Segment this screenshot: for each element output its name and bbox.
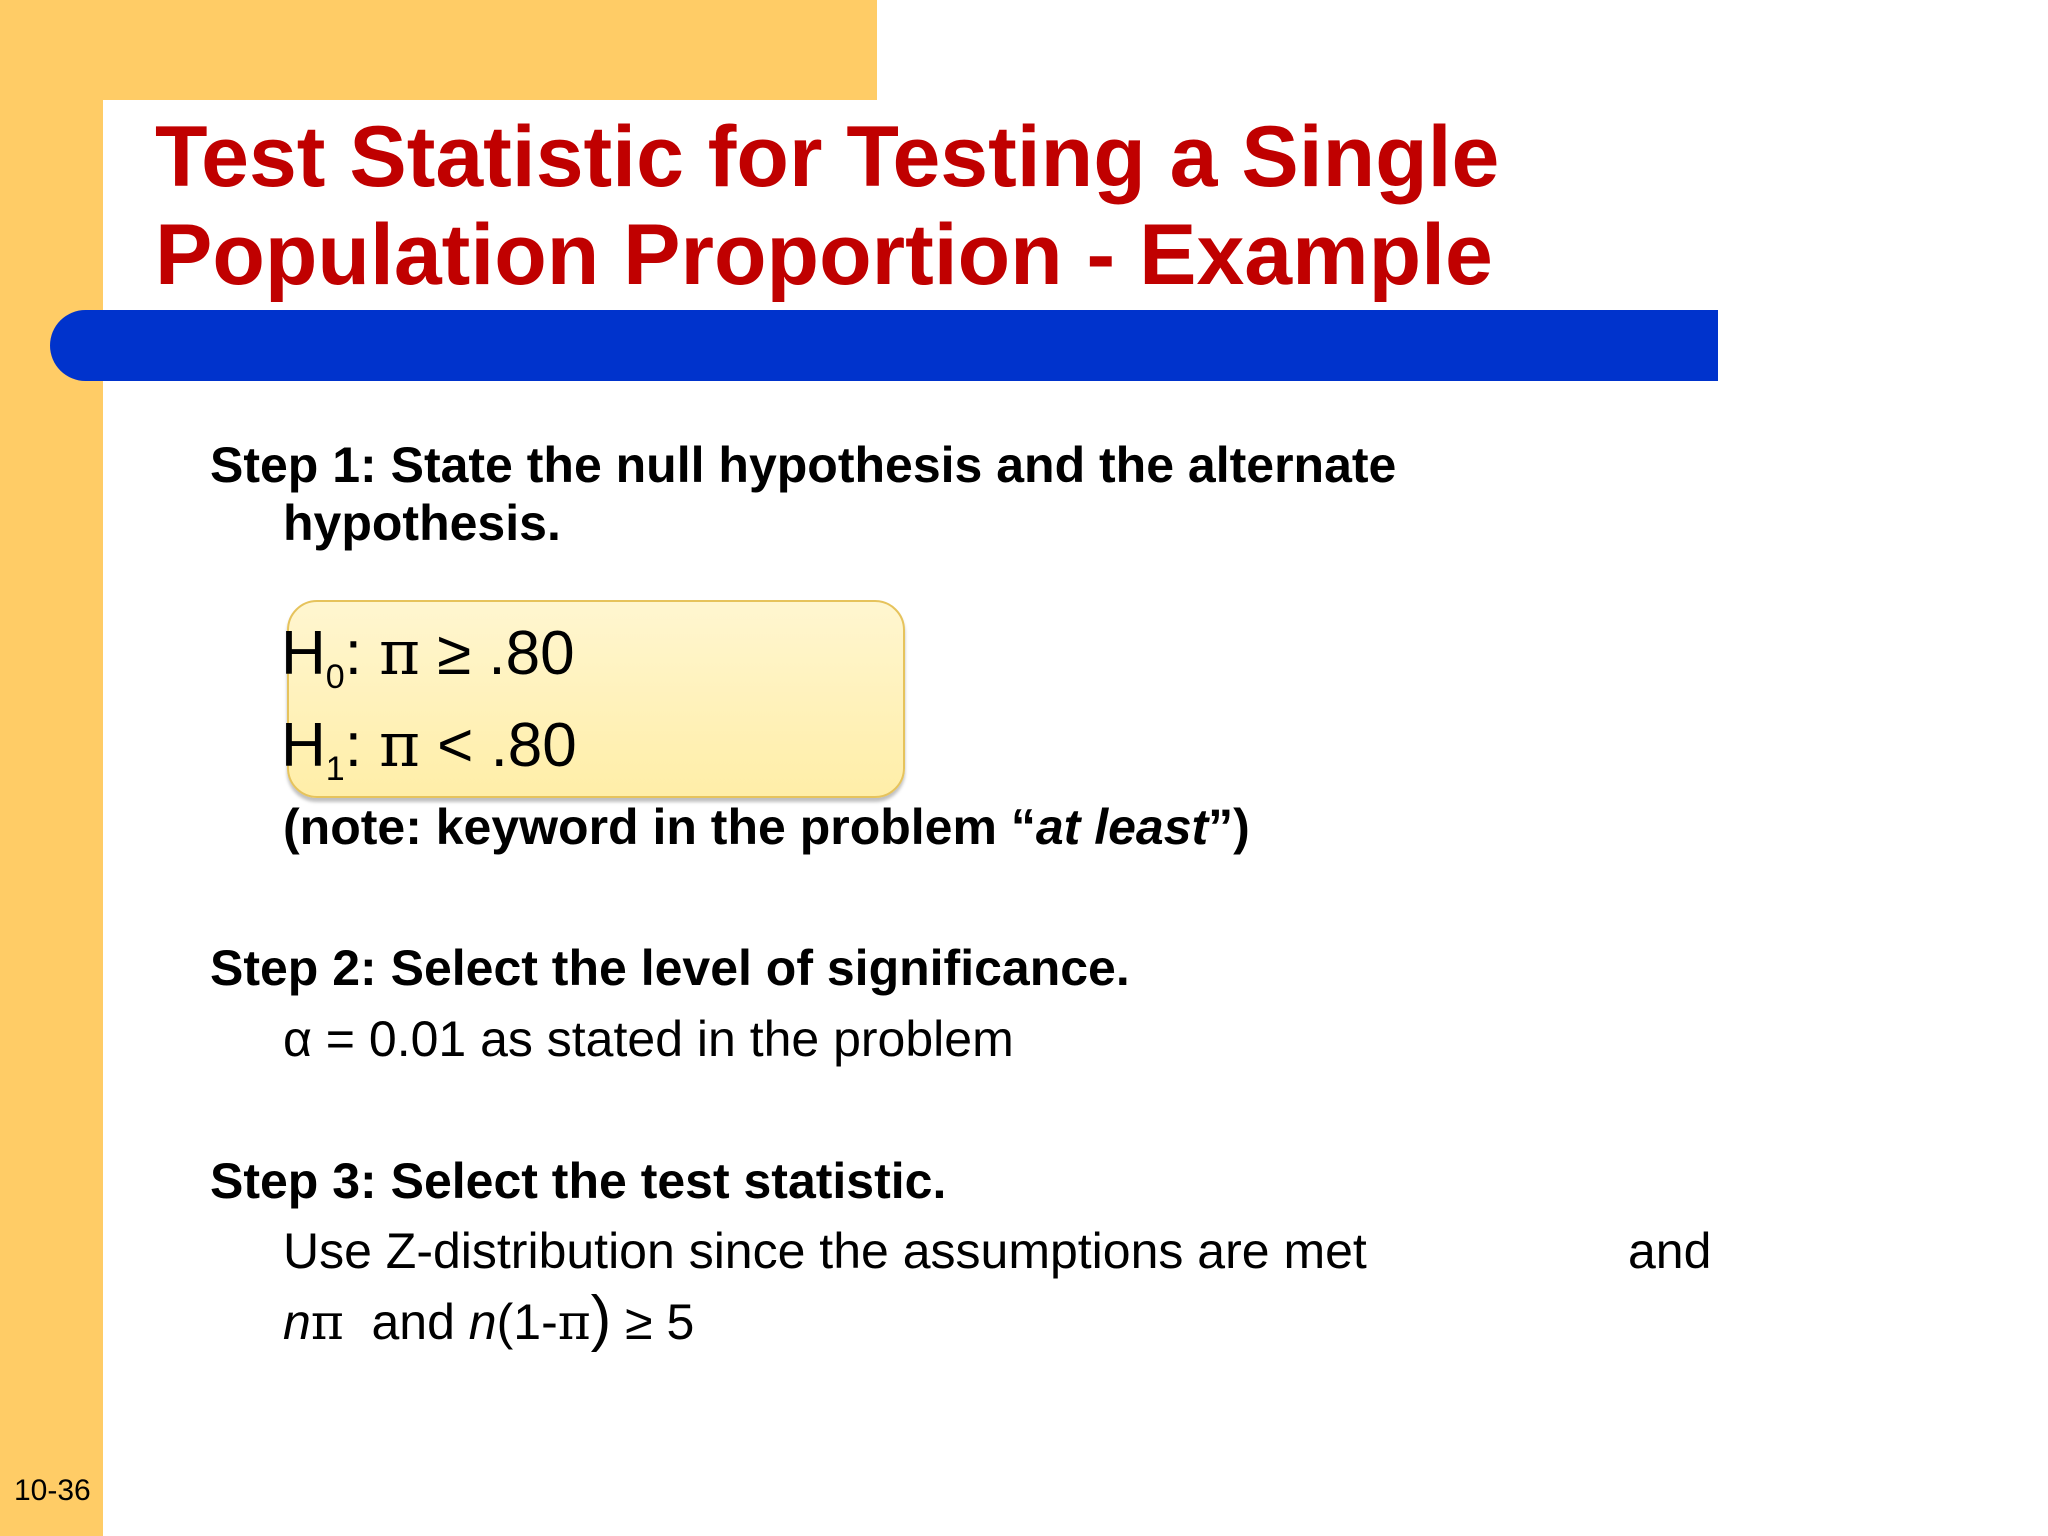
h1-letter: H	[281, 711, 326, 780]
step3-detail-and: and	[1628, 1223, 1712, 1279]
h0-colon: :	[344, 619, 380, 688]
h0-relation: ≥ .80	[419, 619, 575, 688]
h0-letter: H	[281, 619, 326, 688]
cond-tail: ≥ 5	[611, 1294, 695, 1350]
cond-and: and	[343, 1294, 469, 1350]
cond-n2: n	[468, 1294, 497, 1350]
title-underline-bar	[50, 310, 1718, 381]
step2-heading: Step 2: Select the level of significance.	[210, 940, 1130, 996]
null-hypothesis	[281, 616, 575, 696]
cond-n1: n	[283, 1294, 311, 1350]
h1-subscript: 1	[325, 750, 345, 788]
h1-relation: < .80	[419, 711, 577, 780]
h1-pi-symbol: π	[379, 708, 420, 781]
h0-subscript: 0	[325, 658, 345, 696]
keyword-note	[283, 797, 1250, 857]
left-accent-band	[0, 0, 103, 1536]
h0-pi-symbol: π	[379, 616, 420, 689]
step3-heading: Step 3: Select the test statistic.	[210, 1153, 947, 1209]
slide-title-line1: Test Statistic for Testing a Single	[155, 109, 1500, 205]
top-accent-band	[0, 0, 877, 100]
h1-colon: :	[344, 711, 380, 780]
slide-title-line2: Population Proportion - Example	[155, 207, 1493, 303]
note-suffix: ”)	[1208, 799, 1250, 855]
slide-title	[155, 108, 1755, 304]
step2-detail: α = 0.01 as stated in the problem	[283, 1011, 1014, 1067]
cond-close: )	[590, 1284, 612, 1353]
step3-detail-line1: Use Z-distribution since the assumptions are met	[283, 1223, 1367, 1279]
cond-open: (1-	[496, 1294, 558, 1350]
step3-condition	[283, 1284, 695, 1353]
cond-pi2: π	[557, 1293, 591, 1351]
note-prefix: (note: keyword in the problem “	[283, 799, 1036, 855]
alternate-hypothesis	[281, 708, 577, 788]
page-number: 10-36	[14, 1474, 91, 1507]
cond-pi1: π	[310, 1293, 344, 1351]
step1-heading-line1: Step 1: State the null hypothesis and the alternate	[210, 437, 1397, 493]
step1-heading-line2: hypothesis.	[283, 495, 561, 551]
note-keyword: at least	[1035, 799, 1209, 855]
